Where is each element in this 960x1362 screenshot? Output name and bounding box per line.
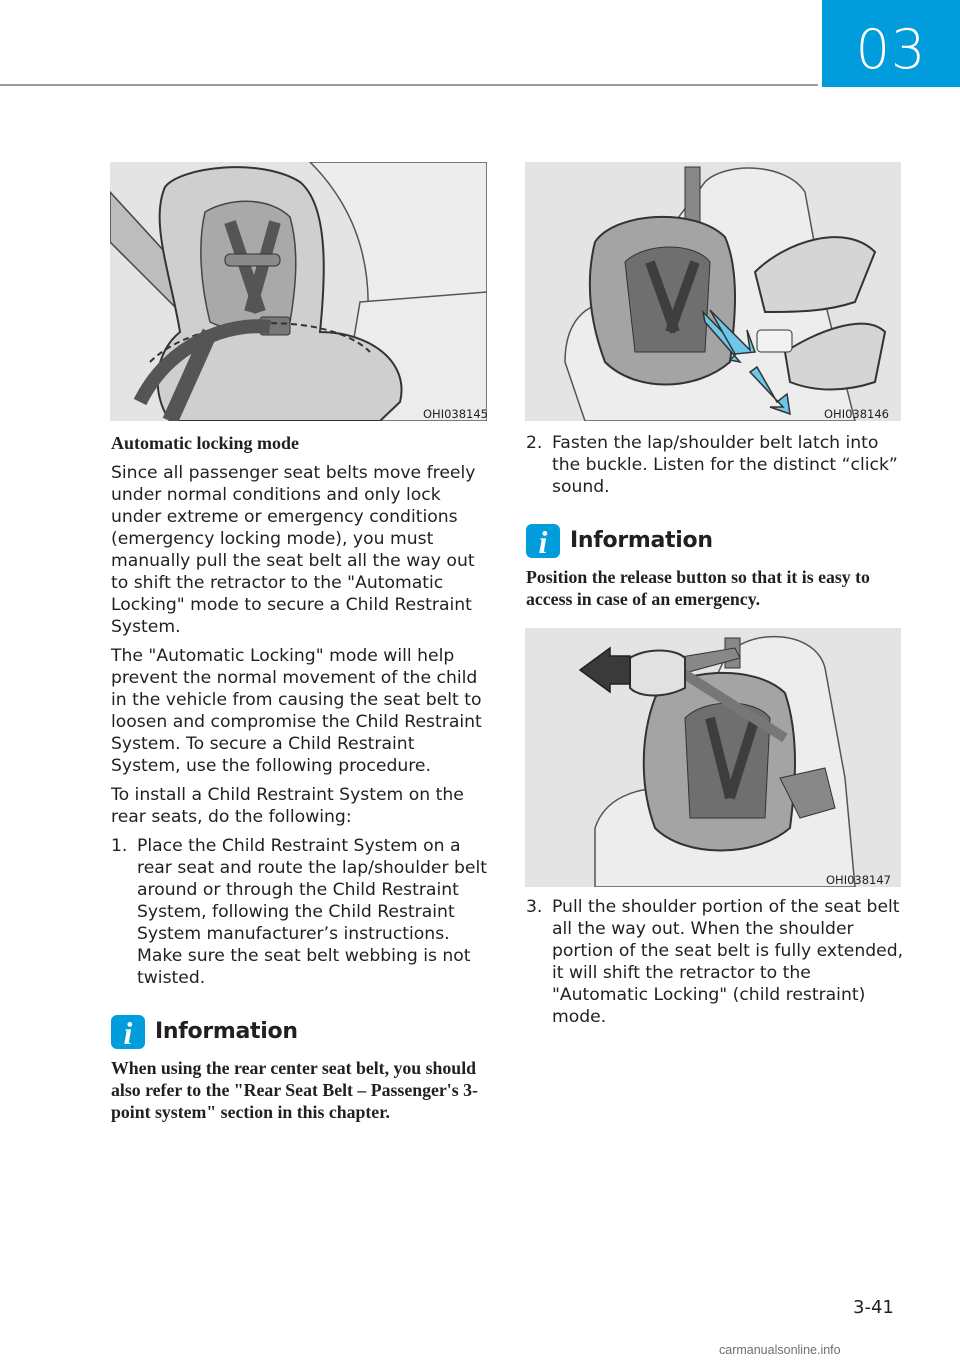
watermark: carmanualsonline.info xyxy=(719,1343,841,1357)
figure-pull-belt-out xyxy=(525,628,901,887)
paragraph-install: To install a Child Restraint System on the rear seats, do the following: xyxy=(111,785,464,827)
figure-code-3: OHI038147 xyxy=(826,873,891,887)
step-text: Place the Child Restraint System on a rear seat and route the lap/shoulder belt around or through the Child Restraint System, following the Child Restraint System manufacturer’s instructions. Make sure the seat belt webbing is not twisted. xyxy=(137,836,487,988)
chapter-tab: 03 xyxy=(822,0,960,87)
step-text: Pull the shoulder portion of the seat belt all the way out. When the shoulder portion of the seat belt is fully extended, it will shift the retractor to the "Automatic Locking" (child restraint) mode. xyxy=(552,897,904,1027)
information-text: When using the rear center seat belt, you should also refer to the "Rear Seat Belt – Passenger's 3-point system" section in this chapter. xyxy=(111,1058,478,1122)
figure-child-seat-belt-routing xyxy=(110,162,487,421)
information-icon: i xyxy=(111,1015,145,1049)
paragraph-automatic-locking: The "Automatic Locking" mode will help prevent the normal movement of the child in the vehicle from causing the seat belt to loosen and compromise the Child Restraint System. To secure a Child Restraint System, use the following procedure. xyxy=(111,646,482,776)
header-rule xyxy=(0,84,818,86)
information-heading xyxy=(526,524,904,558)
fasten-buckle-illustration xyxy=(525,162,901,421)
information-title: Information xyxy=(155,1019,298,1044)
information-heading xyxy=(111,1015,487,1049)
child-seat-illustration xyxy=(110,162,487,421)
information-title: Information xyxy=(570,528,713,553)
step-text: Fasten the lap/shoulder belt latch into the buckle. Listen for the distinct “click” sound. xyxy=(552,433,898,497)
pull-belt-illustration xyxy=(525,628,901,887)
page-number: 3-41 xyxy=(853,1297,894,1318)
information-icon: i xyxy=(526,524,560,558)
section-title: Automatic locking mode xyxy=(111,433,299,453)
right-column-lower xyxy=(526,896,904,1035)
step-number: 1. xyxy=(111,836,128,856)
step-1 xyxy=(111,835,487,989)
step-number: 3. xyxy=(526,897,543,917)
figure-fasten-buckle xyxy=(525,162,901,421)
paragraph-intro: Since all passenger seat belts move freely under normal conditions and only lock under extreme or emergency conditions (emergency locking mode), you must manually pull the seat belt all the way out to shift the retractor to the "Automatic Locking" mode to secure a Child Restraint System. xyxy=(111,463,476,637)
right-column xyxy=(526,432,904,610)
figure-code-1: OHI038145 xyxy=(423,407,488,421)
figure-code-2: OHI038146 xyxy=(824,407,889,421)
information-text: Position the release button so that it is easy to access in case of an emergency. xyxy=(526,567,870,609)
step-2 xyxy=(526,432,904,498)
step-3 xyxy=(526,896,904,1028)
step-number: 2. xyxy=(526,433,543,453)
left-column xyxy=(111,432,487,1123)
